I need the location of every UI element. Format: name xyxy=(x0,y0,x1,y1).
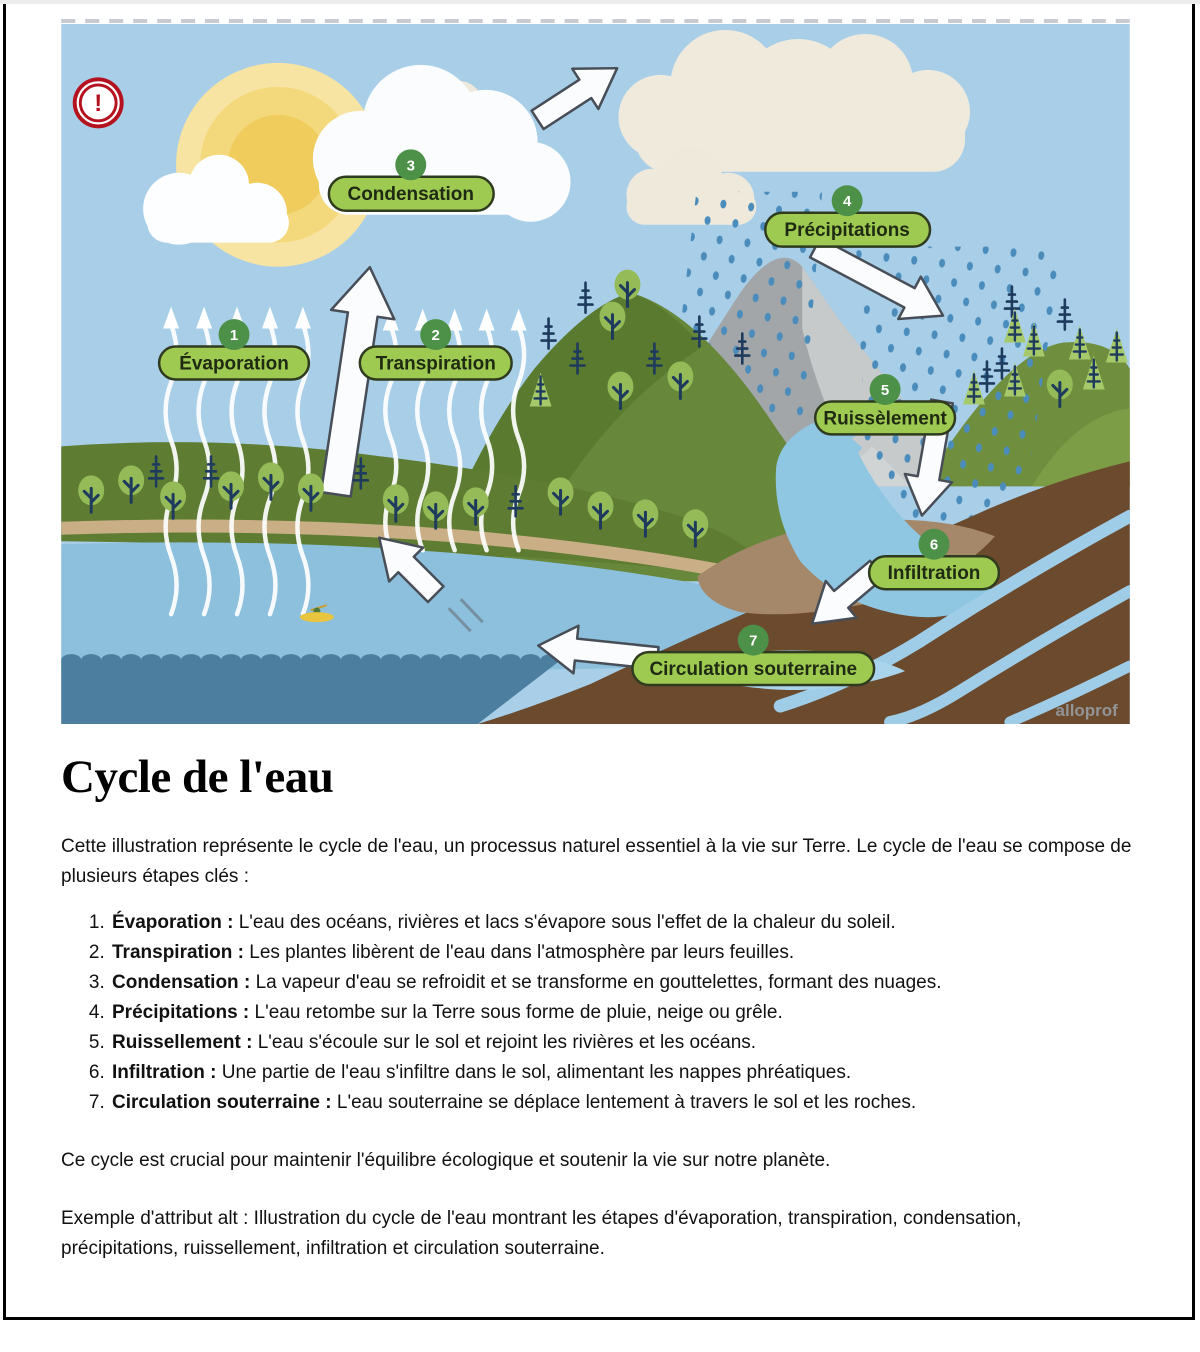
water-cycle-svg xyxy=(61,17,1130,724)
intro-paragraph: Cette illustration représente le cycle de l'eau, un processus naturel essentiel à la vie sur Terre. Le cycle de l'eau se compose de plusieurs étapes clés : xyxy=(61,836,1132,887)
step-term: Condensation : xyxy=(112,972,251,993)
list-item-precipitations xyxy=(110,998,1137,1028)
svg-text:Circulation souterraine: Circulation souterraine xyxy=(649,659,858,681)
step-description: Les plantes libèrent de l'eau dans l'atmosphère par leurs feuilles. xyxy=(249,942,795,963)
step-term: Infiltration : xyxy=(112,1062,217,1083)
badge-2: 2 xyxy=(431,327,440,345)
deep-water xyxy=(61,654,560,724)
step-term: Évaporation : xyxy=(112,912,234,933)
water-cycle-illustration xyxy=(61,17,1130,724)
list-item-infiltration xyxy=(110,1058,1137,1088)
badge-7: 7 xyxy=(749,632,758,650)
svg-text:Ruissèlement: Ruissèlement xyxy=(823,408,947,430)
steps-list xyxy=(61,908,1137,1118)
page-title: Cycle de l'eau xyxy=(61,751,334,803)
svg-text:!: ! xyxy=(94,89,103,117)
badge-4: 4 xyxy=(842,193,852,211)
svg-text:Infiltration: Infiltration xyxy=(887,563,981,585)
page-frame xyxy=(3,4,1195,1320)
badge-5: 5 xyxy=(880,381,890,399)
step-description: L'eau retombe sur la Terre sous forme de pluie, neige ou grêle. xyxy=(254,1002,783,1023)
svg-text:Précipitations: Précipitations xyxy=(784,220,910,242)
watermark-alloprof: alloprof xyxy=(1055,701,1118,721)
svg-text:Condensation: Condensation xyxy=(347,184,474,206)
step-term: Ruissellement : xyxy=(112,1032,253,1053)
badge-6: 6 xyxy=(929,536,939,554)
list-item-ruissellement xyxy=(110,1028,1137,1058)
step-description: La vapeur d'eau se refroidit et se transforme en gouttelettes, formant des nuages. xyxy=(255,972,942,993)
step-description: Une partie de l'eau s'infiltre dans le sol, alimentant les nappes phréatiques. xyxy=(221,1062,852,1083)
alert-icon xyxy=(73,77,124,128)
svg-text:Évaporation: Évaporation xyxy=(179,353,289,375)
step-description: L'eau souterraine se déplace lentement à travers le sol et les roches. xyxy=(336,1092,917,1113)
step-term: Circulation souterraine : xyxy=(112,1092,332,1113)
perforated-top-edge xyxy=(61,17,1129,24)
badge-3: 3 xyxy=(406,157,415,175)
list-item-condensation xyxy=(110,968,1137,998)
step-term: Transpiration : xyxy=(112,942,244,963)
svg-text:Transpiration: Transpiration xyxy=(375,353,496,375)
list-item-transpiration xyxy=(110,938,1137,968)
step-description: L'eau s'écoule sur le sol et rejoint les rivières et les océans. xyxy=(257,1032,757,1053)
article xyxy=(61,750,1137,1264)
list-item-circulation-souterraine xyxy=(110,1088,1137,1118)
step-description: L'eau des océans, rivières et lacs s'évapore sous l'effet de la chaleur du soleil. xyxy=(238,912,896,933)
step-term: Précipitations : xyxy=(112,1002,250,1023)
conclusion-paragraph: Ce cycle est crucial pour maintenir l'équilibre écologique et soutenir la vie sur notre planète. xyxy=(61,1150,831,1171)
badge-1: 1 xyxy=(229,327,239,345)
alt-example-paragraph: Exemple d'attribut alt : Illustration du cycle de l'eau montrant les étapes d'évaporation, transpiration, condensation, précipitations, ruissellement, infiltration et circulation souterraine. xyxy=(61,1208,1022,1259)
list-item-evaporation xyxy=(110,908,1137,938)
